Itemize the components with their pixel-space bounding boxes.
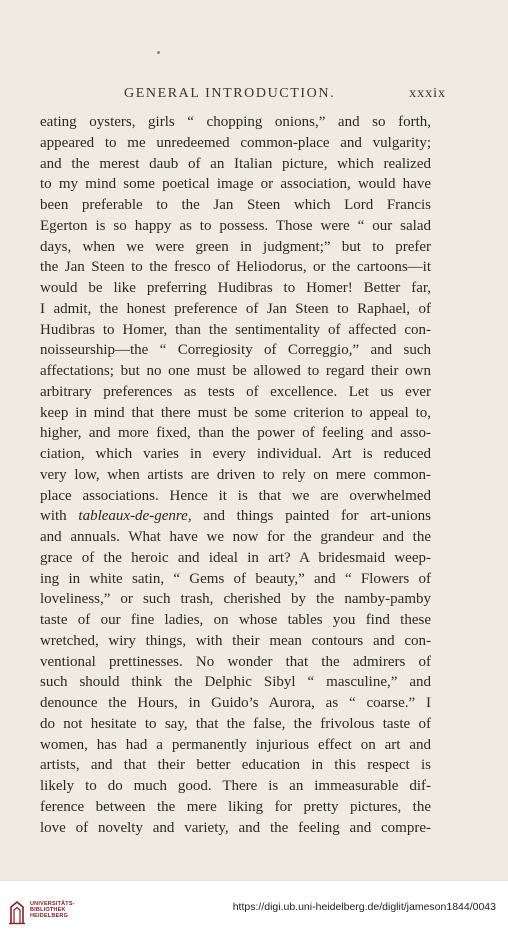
text-line: Egerton is so happy as to possess. Those were “ our salad: [40, 217, 431, 234]
running-head-title: GENERAL INTRODUCTION.: [124, 86, 336, 101]
running-head: [124, 86, 446, 102]
text-line: ciation, which varies in every individual. Art is reduced: [40, 446, 431, 462]
text-line: with tableaux-de-genre, and things painted for art-unions: [40, 508, 431, 525]
text-line: appeared to me unredeemed common-place and vulgarity;: [40, 134, 431, 151]
text-line: been preferable to the Jan Steen which Lord Francis: [40, 197, 431, 213]
text-line: I admit, the honest preference of Jan Steen to Raphael, of: [40, 300, 431, 317]
permalink-url[interactable]: https://digi.ub.uni-heidelberg.de/diglit/jameson1844/0043: [232, 901, 496, 913]
library-name-line-2: BIBLIOTHEK: [30, 907, 66, 914]
text-line: likely to do much good. There is an immeasurable dif-: [40, 778, 431, 794]
viewer-footer: [0, 880, 508, 930]
text-line: such should think the Delphic Sibyl “ masculine,” and: [40, 674, 431, 691]
text-line: higher, and more fixed, than the power of feeling and asso-: [40, 425, 431, 442]
text-line: artists, and that their better education in this respect is: [40, 757, 431, 774]
paper-speck: [157, 51, 160, 54]
text-line: affectations; but no one must be allowed to regard their own: [40, 363, 431, 379]
text-line: days, when we were green in judgment;” but to prefer: [40, 238, 431, 255]
library-name: [30, 901, 75, 920]
text-line: and annuals. What have we now for the grandeur and the: [40, 529, 431, 545]
italic-term: tableaux-de-genre: [78, 508, 188, 525]
text-line: do not hesitate to say, that the false, the frivolous taste of: [40, 715, 431, 732]
text-line: ference between the mere liking for pretty pictures, the: [40, 798, 431, 815]
text-line: noisseurship—the “ Corregiosity of Correggio,” and such: [40, 342, 431, 359]
page-number: xxxix: [409, 86, 446, 101]
text-line: arbitrary preferences as tests of excellence. Let us ever: [40, 383, 431, 400]
text-line: eating oysters, girls “ chopping onions,” and so forth,: [40, 114, 431, 130]
text-line: place associations. Hence it is that we are overwhelmed: [40, 487, 431, 504]
text-line: to my mind some poetical image or association, would have: [40, 176, 431, 193]
text-line: love of novelty and variety, and the feeling and compre-: [40, 819, 431, 836]
text-line: wretched, wiry things, with their mean contours and con-: [40, 632, 431, 649]
text-line: the Jan Steen to the fresco of Heliodorus, or the cartoons—it: [40, 259, 431, 276]
text-line: ventional prettinesses. No wonder that the admirers of: [40, 653, 431, 670]
text-line: keep in mind that there must be some criterion to appeal to,: [40, 404, 431, 421]
text-line: women, has had a permanently injurious effect on art and: [40, 736, 431, 753]
text-line: and the merest daub of an Italian picture, which realized: [40, 155, 431, 172]
text-line: taste of our fine ladies, on whose tables you find these: [40, 612, 431, 628]
library-name-line-3: HEIDELBERG: [30, 913, 69, 920]
text-line: loveliness,” or such trash, cherished by the namby-pamby: [40, 591, 431, 608]
body-text: [40, 112, 431, 838]
text-line: denounce the Hours, in Guido’s Aurora, as “ coarse.” I: [40, 695, 431, 711]
text-line: very low, when artists are driven to rely on mere common-: [40, 466, 431, 483]
text-line: Hudibras to Homer, than the sentimentality of affected con-: [40, 321, 431, 338]
library-name-line-1: UNIVERSITÄTS-: [30, 901, 75, 907]
text-line: ing in white satin, “ Gems of beauty,” and “ Flowers of: [40, 570, 431, 587]
text-line: would be like preferring Hudibras to Homer! Better far,: [40, 280, 431, 296]
text-line: grace of the heroic and ideal in art? A bridesmaid weep-: [40, 549, 431, 566]
heidelberg-library-logo-icon: [8, 899, 26, 925]
